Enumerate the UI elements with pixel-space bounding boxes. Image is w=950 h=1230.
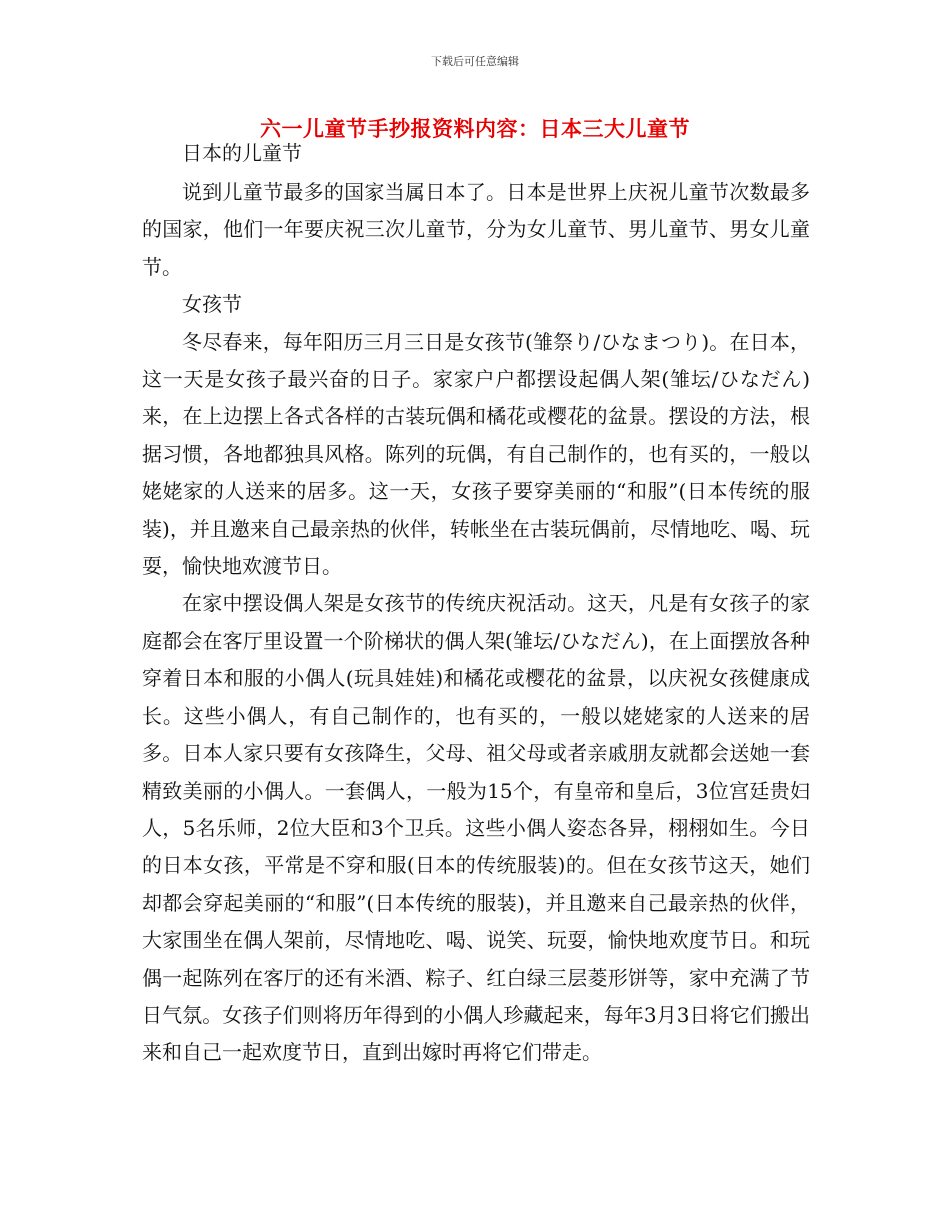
- paragraph-intro: 说到儿童节最多的国家当属日本了。日本是世界上庆祝儿童节次数最多的国家，他们一年要庆祝三次儿童节，分为女儿童节、男儿童节、男女儿童节。: [142, 180, 810, 279]
- section-heading-girls-day: 女孩节: [182, 292, 242, 317]
- section-heading-japan-childrens-day: 日本的儿童节: [182, 141, 302, 165]
- document-title: 六一儿童节手抄报资料内容：日本三大儿童节: [260, 117, 690, 141]
- document-body: [142, 140, 810, 1072]
- paragraph-doll-display: 在家中摆设偶人架是女孩节的传统庆祝活动。这天，凡是有女孩子的家庭都会在客厅里设置一个阶梯状的偶人架(雏坛/ひなだん)，在上面摆放各种穿着日本和服的小偶人(玩具娃娃)和橘花或樱花的盆景，以庆祝女孩健康成长。这些小偶人，有自己制作的，也有买的，一般以姥姥家的人送来的居多。日本人家只要有女孩降生，父母、祖父母或者亲戚朋友就都会送她一套精致美丽的小偶人。一套偶人，一般为15个，有皇帝和皇后，3位宫廷贵妇人，5名乐师，2位大臣和3个卫兵。这些小偶人姿态各异，栩栩如生。今日的日本女孩，平常是不穿和服(日本的传统服装)的。但在女孩节这天，她们却都会穿起美丽的“和服”(日本传统的服装)，并且邀来自己最亲热的伙伴，大家围坐在偶人架前，尽情地吃、喝、说笑、玩耍，愉快地欢度节日。和玩偶一起陈列在客厅的还有米酒、粽子、红白绿三层菱形饼等，家中充满了节日气氛。女孩子们则将历年得到的小偶人珍藏起来，每年3月3日将它们搬出来和自己一起欢度节日，直到出嫁时再将它们带走。: [142, 591, 810, 1065]
- paragraph-girls-day: 冬尽春来，每年阳历三月三日是女孩节(雏祭り/ひなまつり)。在日本，这一天是女孩子最兴奋的日子。家家户户都摆设起偶人架(雏坛/ひなだん)来，在上边摆上各式各样的古装玩偶和橘花或樱花的盆景。摆设的方法，根据习惯，各地都独具风格。陈列的玩偶，有自己制作的，也有买的，一般以姥姥家的人送来的居多。这一天，女孩子要穿美丽的“和服”(日本传统的服装)，并且邀来自己最亲热的伙伴，转帐坐在古装玩偶前，尽情地吃、喝、玩耍，愉快地欢渡节日。: [142, 329, 810, 579]
- header-note: 下载后可任意编辑: [431, 55, 519, 68]
